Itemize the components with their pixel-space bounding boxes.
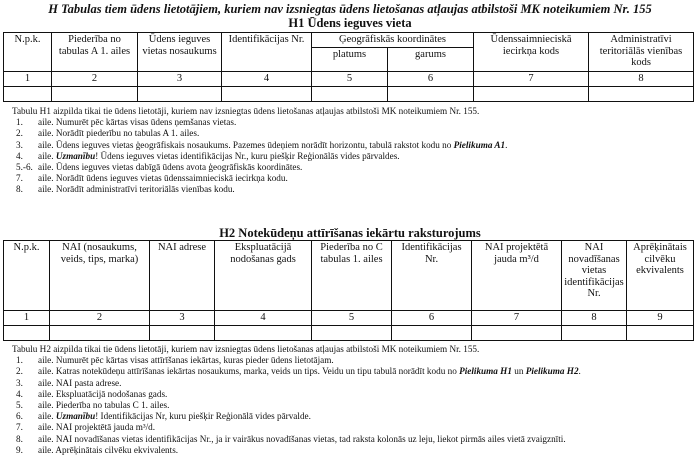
- h2-note: [12, 355, 692, 366]
- h1-note: [12, 162, 692, 173]
- h1-section-title: H1 Ūdens ieguves vieta: [288, 16, 412, 30]
- note-text: Uzmanību: [55, 150, 96, 161]
- h1-header-latitude: platums: [312, 48, 388, 72]
- h2-note: [12, 445, 692, 456]
- h2-colnum: 9: [627, 311, 694, 326]
- h2-table: [3, 240, 694, 341]
- h1-header-npk: N.p.k.: [4, 33, 52, 72]
- h1-colnum: 2: [52, 72, 138, 87]
- h1-note: [12, 184, 692, 195]
- h2-note: [12, 434, 692, 445]
- h2-colnum: 3: [150, 311, 215, 326]
- h1-colnum: 3: [138, 72, 222, 87]
- note-text: 6.: [16, 411, 23, 422]
- h2-note: [12, 378, 692, 389]
- h2-colnum: 6: [392, 311, 472, 326]
- h1-empty-cell[interactable]: [222, 86, 312, 101]
- h2-header-nai: NAI (nosaukums, veids, tips, marka): [50, 241, 150, 311]
- h2-colnum: 7: [472, 311, 562, 326]
- h2-header-address: NAI adrese: [150, 241, 215, 311]
- h1-header-geo: Ģeogrāfiskās koordinātes: [312, 33, 474, 48]
- h2-note: [12, 389, 692, 400]
- note-text: Pielikuma H2: [525, 366, 579, 377]
- h1-header-id: Identifikācijas Nr.: [222, 33, 312, 72]
- note-text: aile. Aprēķinātais cilvēku ekvivalents.: [38, 444, 179, 455]
- h1-empty-cell[interactable]: [474, 86, 589, 101]
- note-text: ! Identifikācijas Nr, kuru piešķir Reģionālā vides pārvalde.: [95, 411, 311, 422]
- h1-colnum: 8: [589, 72, 694, 87]
- note-text: aile.: [38, 150, 56, 161]
- note-text: 1.: [16, 117, 23, 128]
- h2-colnum: 5: [312, 311, 392, 326]
- note-text: aile. NAI projektētā jauda m³/d.: [38, 422, 156, 433]
- h1-note: [12, 128, 692, 139]
- note-text: 9.: [16, 444, 23, 455]
- h1-empty-cell[interactable]: [52, 86, 138, 101]
- note-text: aile. Numurēt pēc kārtas visas ūdens ņemšanas vietas.: [38, 117, 237, 128]
- note-text: 4.: [16, 388, 23, 399]
- h1-empty-cell[interactable]: [138, 86, 222, 101]
- h1-note: [12, 140, 692, 151]
- h2-header-commission-year: Ekspluatācijā nodošanas gads: [215, 241, 312, 311]
- h1-colnum: 7: [474, 72, 589, 87]
- h2-header-outlet-id: NAI novadīšanas vietas identifikācijas Nr.: [562, 241, 627, 311]
- h1-header-admin: Administratīvi teritoriālās vienības kods: [589, 33, 694, 72]
- note-text: 3.: [16, 377, 23, 388]
- h2-colnum: 2: [50, 311, 150, 326]
- note-text: 5.: [16, 400, 23, 411]
- note-text: aile. Piederība no tabulas C 1. ailes.: [38, 400, 170, 411]
- h1-header-name: Ūdens ieguves vietas nosaukums: [138, 33, 222, 72]
- document-title: H Tabulas tiem ūdens lietotājiem, kuriem nav izsniegtas ūdens lietošanas atļaujas atbilstoši MK noteikumiem Nr. 155: [48, 2, 652, 16]
- h2-empty-cell[interactable]: [312, 325, 392, 340]
- h2-notes-intro: Tabulu H2 aizpilda tikai tie ūdens lietotāji, kuriem nav izsniegtas ūdens lietošanas atļaujas atbilstoši MK noteikumiem Nr. 155.: [12, 344, 480, 354]
- h2-section-title: H2 Notekūdeņu attīrīšanas iekārtu raksturojums: [219, 226, 481, 240]
- h2-note: [12, 422, 692, 433]
- h1-note: [12, 117, 692, 128]
- note-text: Pielikuma H1: [459, 366, 512, 377]
- h1-note: [12, 151, 692, 162]
- note-text: 1.: [16, 355, 23, 366]
- note-text: 5.-6.: [16, 162, 33, 173]
- h2-empty-cell[interactable]: [50, 325, 150, 340]
- h1-header-longitude: garums: [388, 48, 474, 72]
- h1-header-reference: Piederība no tabulas A 1. ailes: [52, 33, 138, 72]
- note-text: 2.: [16, 128, 23, 139]
- note-text: aile. Ūdens ieguves vietas ģeogrāfiskais nosaukums. Pazemes ūdeņiem norādīt horizontu, tabulā rakstot kodu no: [38, 139, 454, 150]
- note-text: 2.: [16, 366, 23, 377]
- h1-note: [12, 173, 692, 184]
- note-text: aile.: [38, 411, 56, 422]
- note-text: aile. Ekspluatācijā nodošanas gads.: [38, 388, 168, 399]
- note-text: aile. Numurēt pēc kārtas visas attīrīšanas iekārtas, kuras pieder ūdens lietotājam.: [38, 355, 334, 366]
- note-text: aile. Katras notekūdeņu attīrīšanas iekārtas nosaukums, marka, veids un tips. Veidu un tipu tabulā norādīt kodu no: [38, 366, 460, 377]
- h1-empty-cell[interactable]: [388, 86, 474, 101]
- h2-empty-cell[interactable]: [627, 325, 694, 340]
- h2-colnum: 8: [562, 311, 627, 326]
- h1-colnum: 5: [312, 72, 388, 87]
- note-text: 8.: [16, 184, 23, 195]
- h2-header-reference: Piederība no C tabulas 1. ailes: [312, 241, 392, 311]
- h2-header-pe: Aprēķinātais cilvēku ekvivalents: [627, 241, 694, 311]
- h2-empty-cell[interactable]: [215, 325, 312, 340]
- note-text: 3.: [16, 139, 23, 150]
- note-text: aile. NAI novadīšanas vietas identifikācijas Nr., ja ir vairākus novadīšanas vietas, tad raksta kolonās uz leju, liekot pirmās ailes vietā zvaigznīti.: [38, 433, 566, 444]
- h2-empty-cell[interactable]: [392, 325, 472, 340]
- h1-table: [3, 32, 694, 102]
- h2-note: [12, 411, 692, 422]
- h2-header-npk: N.p.k.: [4, 241, 50, 311]
- h1-colnum: 4: [222, 72, 312, 87]
- h2-notes: [12, 344, 692, 456]
- note-text: aile. NAI pasta adrese.: [38, 377, 122, 388]
- h2-colnum: 4: [215, 311, 312, 326]
- h2-empty-cell[interactable]: [562, 325, 627, 340]
- h2-colnum: 1: [4, 311, 50, 326]
- note-text: .: [505, 139, 508, 150]
- h2-empty-cell[interactable]: [4, 325, 50, 340]
- h1-header-basin: Ūdenssaimnieciskā iecirkņa kods: [474, 33, 589, 72]
- note-text: un: [511, 366, 526, 377]
- note-text: Uzmanību: [55, 411, 96, 422]
- note-text: 7.: [16, 173, 23, 184]
- note-text: 8.: [16, 433, 23, 444]
- h2-header-id: Identifikācijas Nr.: [392, 241, 472, 311]
- h2-note: [12, 400, 692, 411]
- note-text: 4.: [16, 150, 23, 161]
- note-text: aile. Norādīt ūdens ieguves vietas ūdenssaimnieciskā iecirkņa kodu.: [38, 173, 288, 184]
- h1-empty-cell[interactable]: [312, 86, 388, 101]
- note-text: aile. Norādīt administratīvi teritoriālās vienības kodu.: [38, 184, 235, 195]
- h2-header-capacity: NAI projektētā jauda m³/d: [472, 241, 562, 311]
- note-text: ! Ūdens ieguves vietas identifikācijas Nr., kuru piešķir Reģionālās vides pārvaldes.: [95, 150, 400, 161]
- note-text: aile. Norādīt piederību no tabulas A 1. ailes.: [38, 128, 200, 139]
- h2-empty-cell[interactable]: [150, 325, 215, 340]
- note-text: 7.: [16, 422, 23, 433]
- h1-empty-cell[interactable]: [4, 86, 52, 101]
- note-text: aile. Ūdens ieguves vietas dabīgā ūdens avota ģeogrāfiskās koordinātes.: [38, 162, 303, 173]
- note-text: .: [578, 366, 581, 377]
- h1-notes: [12, 106, 692, 196]
- h1-colnum: 6: [388, 72, 474, 87]
- h1-colnum: 1: [4, 72, 52, 87]
- h2-empty-cell[interactable]: [472, 325, 562, 340]
- h1-notes-intro: Tabulu H1 aizpilda tikai tie ūdens lietotāji, kuriem nav izsniegtas ūdens lietošanas atļaujas atbilstoši MK noteikumiem Nr. 155.: [12, 106, 480, 116]
- h2-note: [12, 366, 692, 377]
- h1-empty-cell[interactable]: [589, 86, 694, 101]
- note-text: Pielikuma A1: [453, 139, 506, 150]
